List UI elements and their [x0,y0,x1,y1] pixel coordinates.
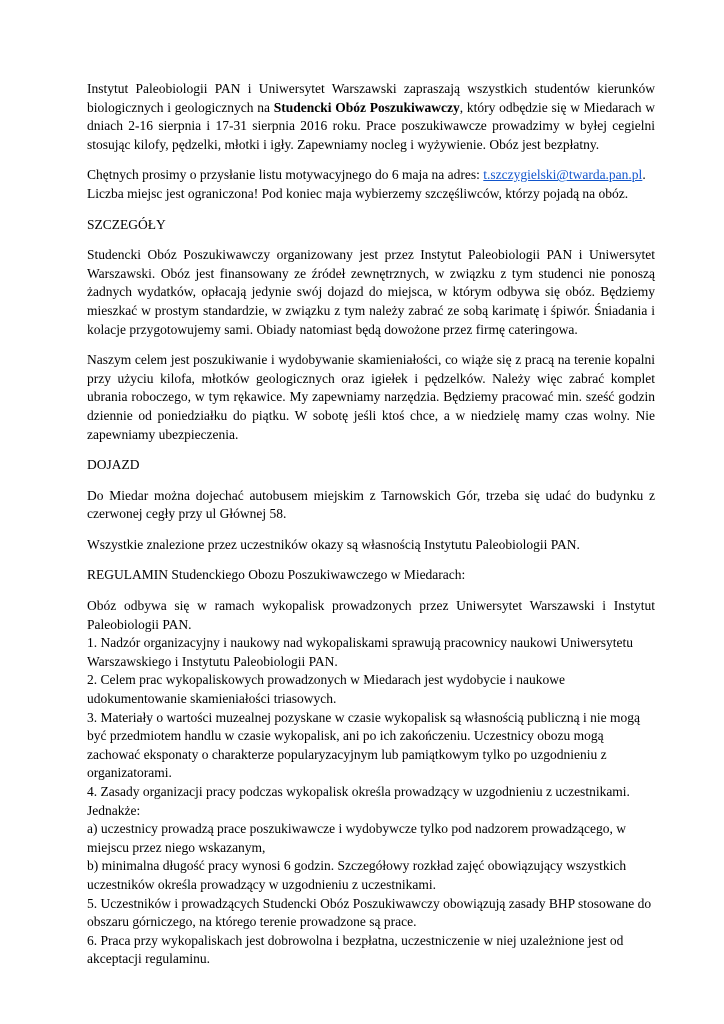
details-paragraph-1: Studencki Obóz Poszukiwawczy organizowany jest przez Instytut Paleobiologii PAN i Uniwersytet Warszawski. Obóz jest finansowany ze źródeł zewnętrznych, w związku z tym studenci nie ponoszą żadnych wydatków, opłacają jedynie swój dojazd do miejsca, w którym odbywa się obóz. Będziemy mieszkać w prostym standardzie, w związku z tym należy zabrać ze sobą karimatę i śpiwór. Śniadania i kolacje przygotowujemy sami. Obiady natomiast będą dowożone przez firmę cateringowa. [87,247,655,337]
application-text-start: Chętnych prosimy o przysłanie listu motywacyjnego do 6 maja na adres: [87,167,484,183]
contact-email-link[interactable]: t.szczygielski@twarda.pan.pl [483,167,643,183]
regulation-item: 2. Celem prac wykopaliskowych prowadzonych w Miedarach jest wydobycie i naukowe udokumentowanie skamieniałości triasowych. [87,672,565,707]
regulation-item: 5. Uczestników i prowadzących Studencki Obóz Poszukiwawczy obowiązują zasady BHP stosowane do obszaru górniczego, na którego terenie prowadzone są prace. [87,895,652,930]
regulations-heading: REGULAMIN Studenckiego Obozu Poszukiwawczego w Miedarach: [87,567,466,583]
application-text-end: . Liczba miejsc jest ograniczona! Pod koniec maja wybierzemy szczęśliwców, którzy pojadą na obóz. [87,167,646,201]
ownership-paragraph: Wszystkie znalezione przez uczestników okazy są własnością Instytutu Paleobiologii PAN. [87,536,580,552]
intro-text-start: Instytut Paleobiologii PAN i Uniwersytet Warszawski zapraszają wszystkich studentów kierunków biologicznych i geologicznych na [87,81,655,115]
regulation-item: 1. Nadzór organizacyjny i naukowy nad wykopaliskami sprawują pracownicy naukowi Uniwersytetu Warszawskiego i Instytutu Paleobiologii PAN. [87,635,633,669]
travel-paragraph: Do Miedar można dojechać autobusem miejskim z Tarnowskich Gór, trzeba się udać do budynku z czerwonej cegły przy ul Głównej 58. [87,487,655,522]
camp-name: Studencki Obóz Poszukiwawczy [273,99,460,115]
regulation-item: b) minimalna długość pracy wynosi 6 godzin. Szczegółowy rozkład zajęć obowiązujący wszystkich uczestników określa prowadzący w uzgodnieniu z uczestnikami. [87,858,627,892]
details-paragraph-2: Naszym celem jest poszukiwanie i wydobywanie skamieniałości, co wiąże się z pracą na terenie kopalni przy użyciu kilofa, młotków geologicznych oraz igiełek i pędzelków. Należy więc zabrać komplet ubrania roboczego, w tym rękawice. My zapewniamy narzędzia. Będziemy pracować min. sześć godzin dziennie od poniedziałku do piątku. W sobotę jeśli ktoś chce, a w niedzielę mamy czas wolny. Nie zapewniamy ubezpieczenia. [87,352,655,442]
travel-heading: DOJAZD [87,457,140,473]
regulation-item: 4. Zasady organizacji pracy podczas wykopalisk określa prowadzący w uzgodnieniu z uczestnikami. Jednakże: [87,784,630,818]
regulation-item: 6. Praca przy wykopaliskach jest dobrowolna i bezpłatna, uczestniczenie w niej uzależnione jest od akceptacji regulaminu. [87,932,624,967]
regulation-item: 3. Materiały o wartości muzealnej pozyskane w czasie wykopalisk są własnością publiczną i nie mogą być przedmiotem handlu w czasie wykopalisk, ani po ich zakończeniu. Uczestnicy obozu mogą zachować eksponaty o charakterze popularyzacyjnym lub pamiątkowym tylko po uzgodnieniu z organizatorami. [87,709,640,781]
intro-paragraph [87,80,655,154]
details-heading: SZCZEGÓŁY [87,216,166,232]
intro-text-end: , który odbędzie się w Miedarach w dniach 2-16 sierpnia i 17-31 sierpnia 2016 roku. Prace poszukiwawcze prowadzimy w byłej cegielni stosując kilofy, pędzelki, młotki i igły. Zapewniamy nocleg i wyżywienie. Obóz jest bezpłatny. [87,99,655,152]
regulation-item: a) uczestnicy prowadzą prace poszukiwawcze i wydobywcze tylko pod nadzorem prowadzącego, w miejscu przez niego wskazanym, [87,821,627,855]
regulations-list [87,597,655,969]
regulations-intro: Obóz odbywa się w ramach wykopalisk prowadzonych przez Uniwersytet Warszawski i Instytut Paleobiologii PAN. [87,598,655,632]
document-page [87,80,655,969]
application-paragraph [87,166,655,203]
